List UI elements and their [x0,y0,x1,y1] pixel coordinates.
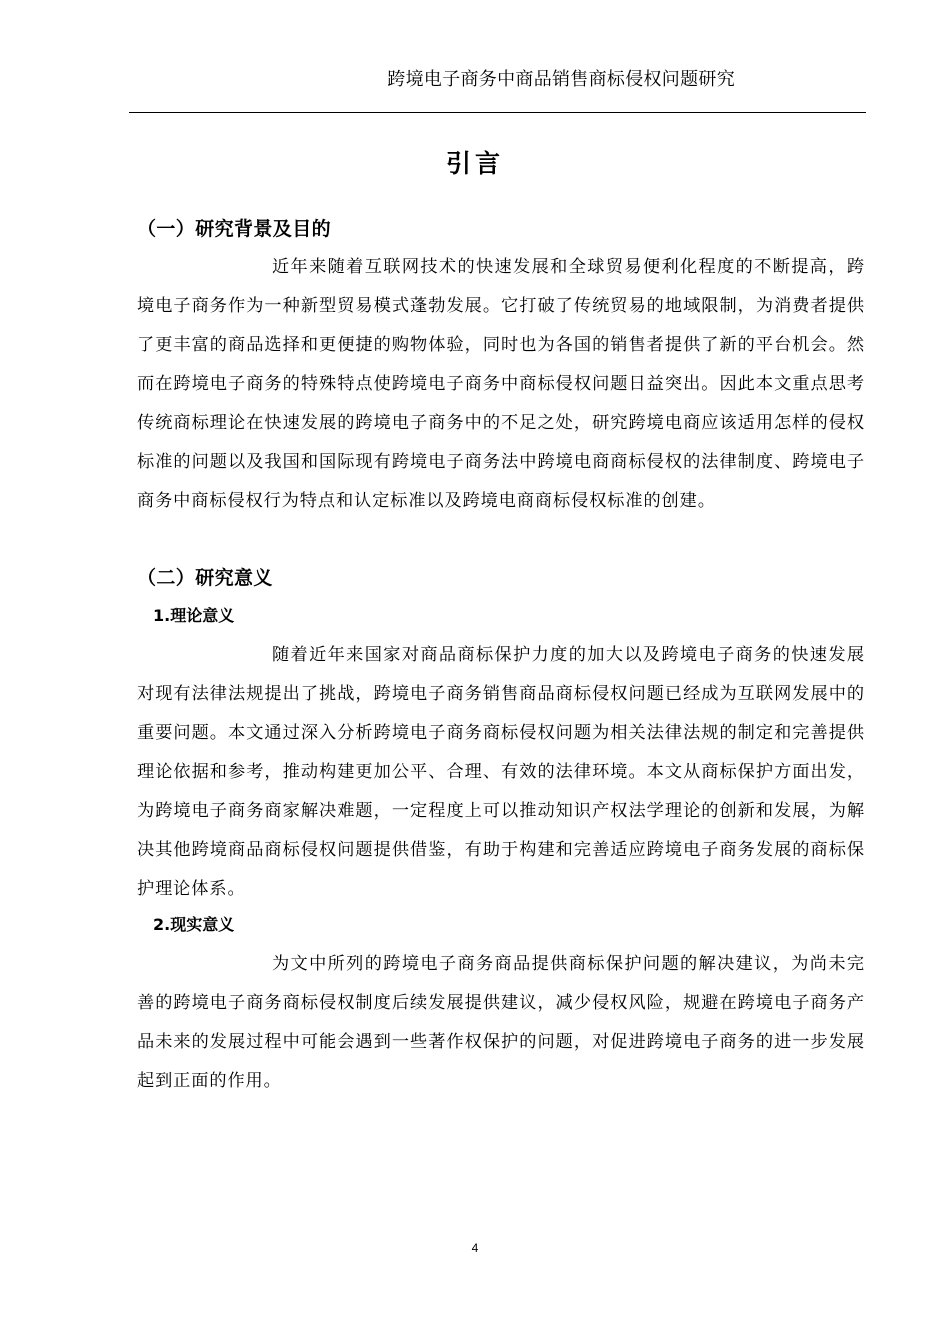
running-header: 跨境电子商务中商品销售商标侵权问题研究 [387,69,735,90]
paragraph-practical-significance: 为文中所列的跨境电子商务商品提供商标保护问题的解决建议，为尚未完善的跨境电子商务商标侵权制度后续发展提供建议，减少侵权风险，规避在跨境电子商务产品未来的发展过程中可能会遇到一些著作权保护的问题，对促进跨境电子商务的进一步发展起到正面的作用。 [137,954,865,1091]
paragraph-background: 近年来随着互联网技术的快速发展和全球贸易便利化程度的不断提高，跨境电子商务作为一种新型贸易模式蓬勃发展。它打破了传统贸易的地域限制，为消费者提供了更丰富的商品选择和更便捷的购物体验，同时也为各国的销售者提供了新的平台机会。然而在跨境电子商务的特殊特点使跨境电子商务中商标侵权问题日益突出。因此本文重点思考传统商标理论在快速发展的跨境电子商务中的不足之处，研究跨境电商应该适用怎样的侵权标准的问题以及我国和国际现有跨境电子商务法中跨境电商商标侵权的法律制度、跨境电子商务中商标侵权行为特点和认定标准以及跨境电商商标侵权标准的创建。 [137,257,865,511]
page-number: 4 [471,1241,479,1255]
section-heading-background: （一）研究背景及目的 [137,218,332,240]
section-heading-significance: （二）研究意义 [137,567,273,589]
subheading-theoretical-significance: 1.理论意义 [153,606,235,625]
header-divider [129,112,866,113]
subheading-practical-significance: 2.现实意义 [153,915,235,934]
paragraph-theoretical-significance: 随着近年来国家对商品商标保护力度的加大以及跨境电子商务的快速发展对现有法律法规提出了挑战，跨境电子商务销售商品商标侵权问题已经成为互联网发展中的重要问题。本文通过深入分析跨境电子商务商标侵权问题为相关法律法规的制定和完善提供理论依据和参考，推动构建更加公平、合理、有效的法律环境。本文从商标保护方面出发，为跨境电子商务商家解决难题，一定程度上可以推动知识产权法学理论的创新和发展，为解决其他跨境商品商标侵权问题提供借鉴，有助于构建和完善适应跨境电子商务发展的商标保护理论体系。 [137,645,865,899]
page-title: 引言 [445,149,504,178]
